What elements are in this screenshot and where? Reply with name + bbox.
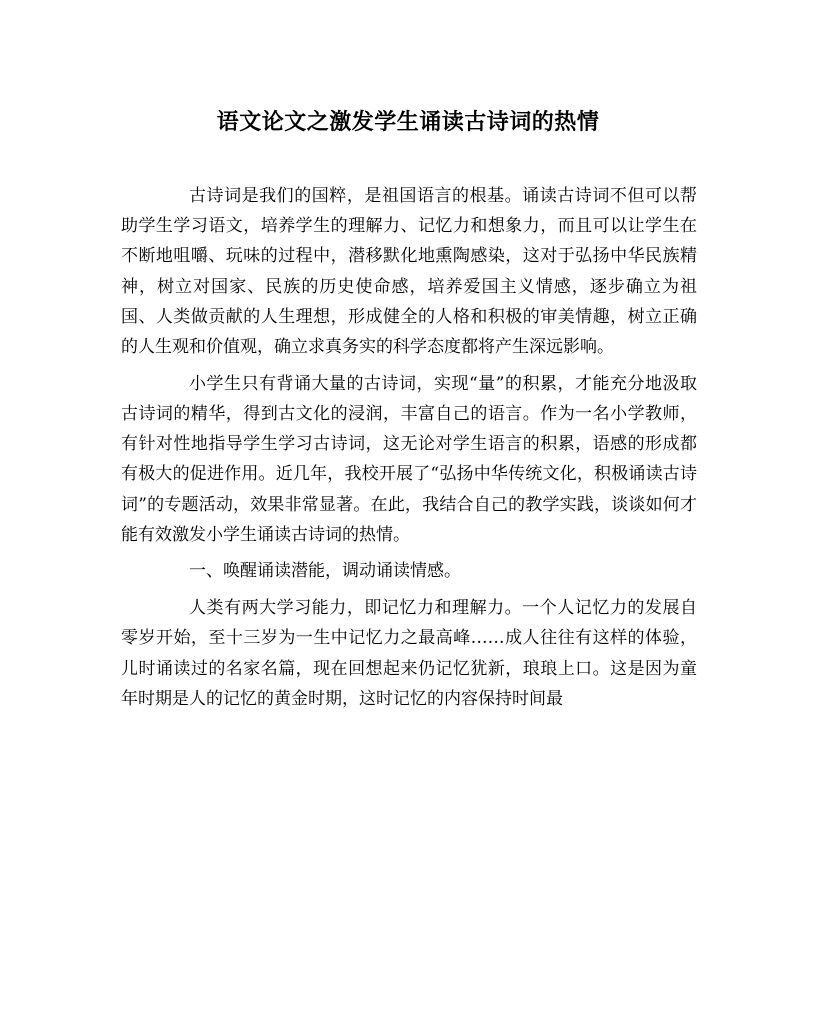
section-heading-1: 一、唤醒诵读潜能，调动诵读情感。 (189, 561, 461, 582)
paragraph-background: 小学生只有背诵大量的古诗词，实现“量”的积累，才能充分地汲取古诗词的精华，得到古文化的浸润，丰富自己的语言。作为一名小学教师，有针对性地指导学生学习古诗词，这无论对学生语言的积累，语感的形成都有极大的促进作用。近几年，我校开展了“弘扬中华传统文化，积极诵读古诗词”的专题活动，效果非常显著。在此，我结合自己的教学实践，谈谈如何才能有效激发小学生诵读古诗词的热情。 (121, 373, 697, 545)
paragraph-intro: 古诗词是我们的国粹，是祖国语言的根基。诵读古诗词不但可以帮助学生学习语文，培养学生的理解力、记忆力和想象力，而且可以让学生在不断地咀嚼、玩味的过程中，潜移默化地熏陶感染，这对于弘扬中华民族精神，树立对国家、民族的历史使命感，培养爱国主义情感，逐步确立为祖国、人类做贡献的人生理想，形成健全的人格和积极的审美情趣，树立正确的人生观和价值观，确立求真务实的科学态度都将产生深远影响。 (121, 186, 697, 358)
document-title: 语文论文之激发学生诵读古诗词的热情 (216, 109, 600, 135)
paragraph-section-1: 人类有两大学习能力，即记忆力和理解力。一个人记忆力的发展自零岁开始，至十三岁为一生中记忆力之最高峰……成人往往有这样的体验，儿时诵读过的名家名篇，现在回想起来仍记忆犹新，琅琅上口。这是因为童年时期是人的记忆的黄金时期，这时记忆的内容保持时间最 (121, 598, 697, 709)
document-body (121, 181, 697, 720)
